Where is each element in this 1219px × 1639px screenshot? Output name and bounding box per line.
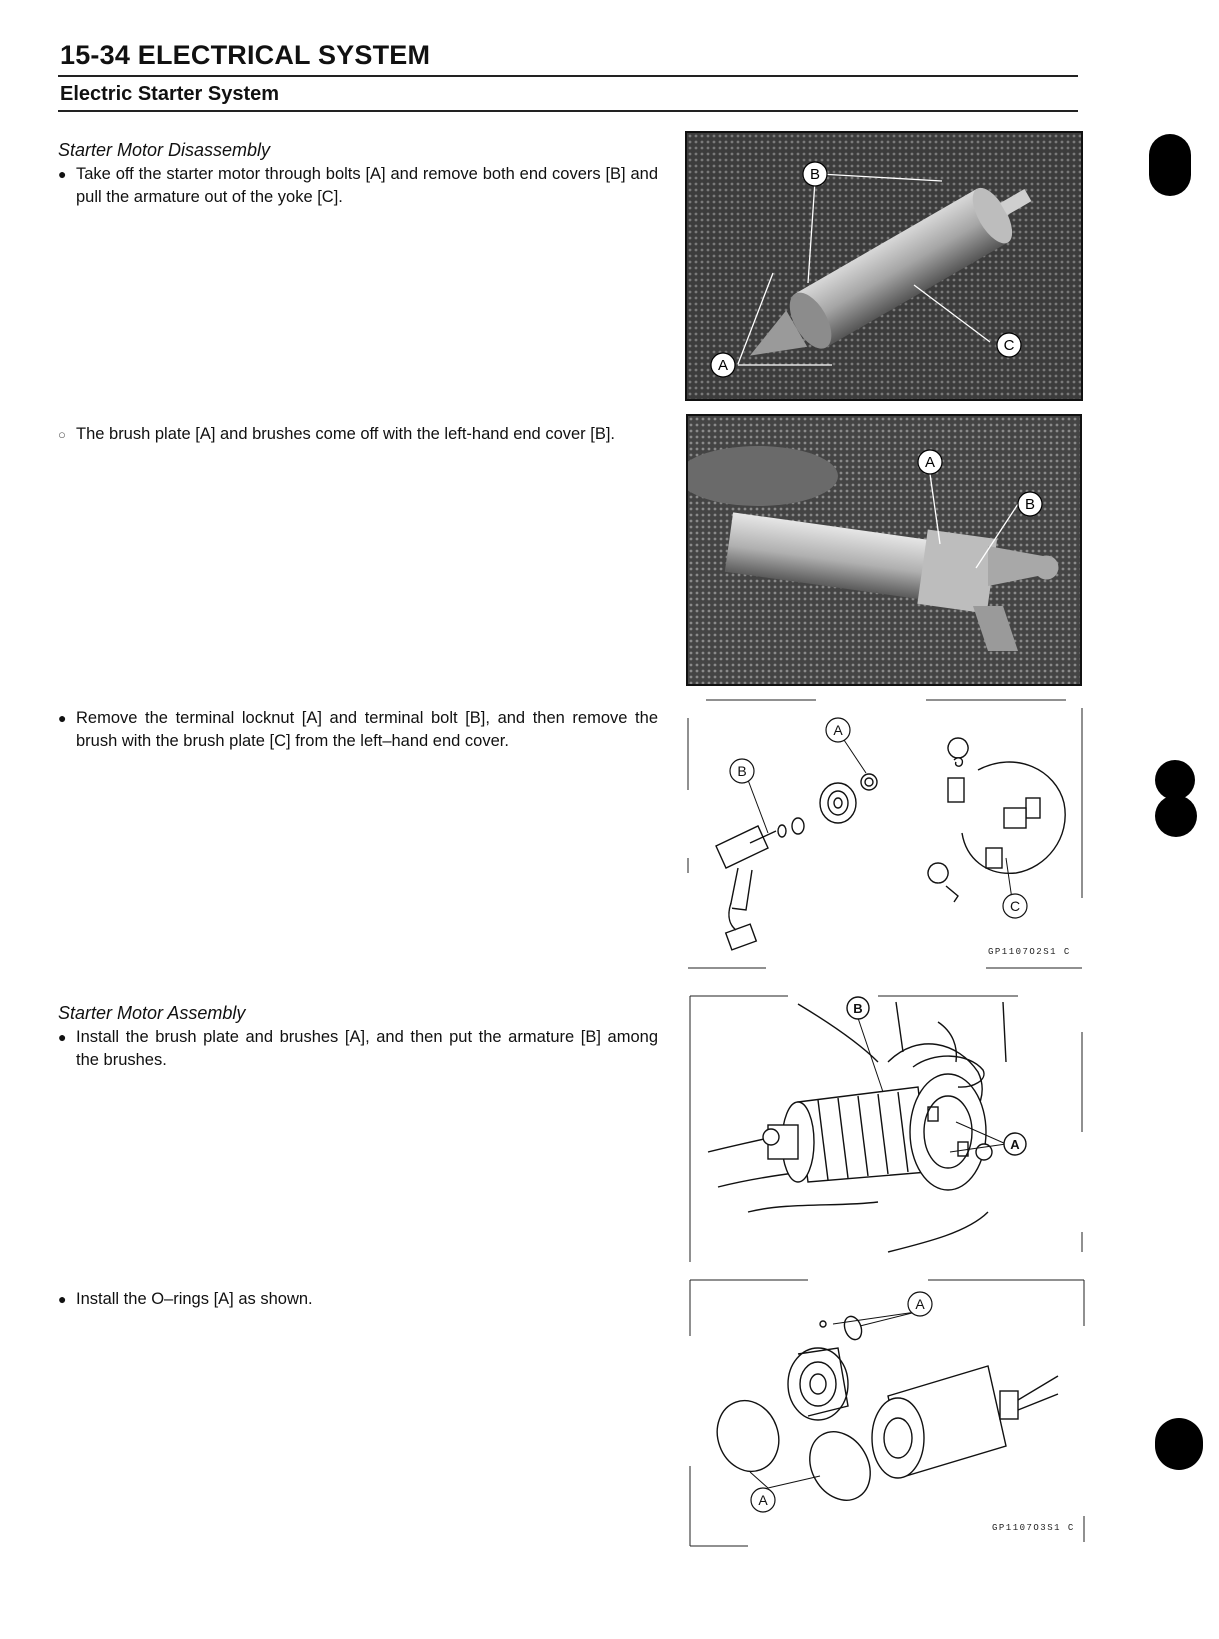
callout-label: A — [717, 357, 729, 374]
step-item — [58, 163, 658, 209]
brush-plate-illustration — [688, 416, 1080, 684]
assembly-block — [58, 1002, 658, 1072]
bullet-icon: ● — [58, 1029, 67, 1045]
o-ring-install-drawing — [688, 1276, 1088, 1550]
thumb-tab-mark — [1155, 1418, 1203, 1470]
step-item — [58, 1288, 658, 1311]
thumb-tab-mark — [1155, 795, 1197, 837]
callout-label: C — [1003, 337, 1015, 354]
section-rule — [58, 110, 1078, 112]
figure-code: GP1107O2S1 C — [988, 947, 1071, 957]
callout-label: A — [1010, 1137, 1020, 1152]
o-ring-install-illustration — [688, 1276, 1088, 1550]
callout-label: A — [915, 1296, 925, 1312]
step-text: Remove the terminal locknut [A] and terminal bolt [B], and then remove the brush with the brush plate [C] from the left–hand end cover. — [76, 709, 658, 750]
step-item — [58, 423, 658, 446]
figure-code: GP1107O3S1 C — [992, 1523, 1075, 1533]
step-text: The brush plate [A] and brushes come off with the left-hand end cover [B]. — [76, 425, 616, 443]
step-text: Take off the starter motor through bolts [A] and remove both end covers [B] and pull the armature out of the yoke [C]. — [76, 165, 658, 206]
callout-label: B — [737, 763, 747, 779]
assembly-heading: Starter Motor Assembly — [58, 1003, 246, 1023]
starter-motor-photo — [685, 131, 1083, 401]
terminal-parts-drawing — [686, 698, 1084, 970]
bullet-icon: ● — [58, 710, 67, 726]
step-item — [58, 1026, 658, 1072]
page-title: 15-34 ELECTRICAL SYSTEM — [60, 40, 431, 70]
callout-label: A — [758, 1492, 768, 1508]
hollow-bullet-icon: ○ — [58, 427, 66, 442]
oring-block — [58, 1288, 658, 1311]
armature-install-illustration — [688, 992, 1084, 1264]
step-text: Install the brush plate and brushes [A], and then put the armature [B] among the brushes. — [76, 1028, 658, 1069]
callout-label: B — [1024, 496, 1036, 513]
disassembly-heading: Starter Motor Disassembly — [58, 140, 271, 160]
disassembly-block — [58, 139, 658, 209]
callout-label: A — [924, 454, 936, 471]
step-item — [58, 707, 658, 753]
terminal-parts-illustration — [686, 698, 1084, 970]
callout-label: B — [809, 166, 821, 183]
terminal-block — [58, 707, 658, 753]
note-block — [58, 423, 658, 446]
callout-label: C — [1009, 898, 1021, 914]
step-text: Install the O–rings [A] as shown. — [76, 1290, 313, 1308]
section-title: Electric Starter System — [60, 83, 280, 105]
bullet-icon: ● — [58, 1291, 67, 1307]
callout-label: A — [833, 722, 843, 738]
brush-plate-photo — [686, 414, 1082, 686]
thumb-tab-mark — [1155, 760, 1195, 800]
bullet-icon: ● — [58, 166, 67, 182]
callout-label: B — [853, 1001, 863, 1016]
title-rule — [58, 75, 1078, 77]
starter-motor-illustration — [687, 133, 1081, 399]
armature-install-drawing — [688, 992, 1084, 1264]
thumb-tab-mark — [1149, 134, 1191, 196]
